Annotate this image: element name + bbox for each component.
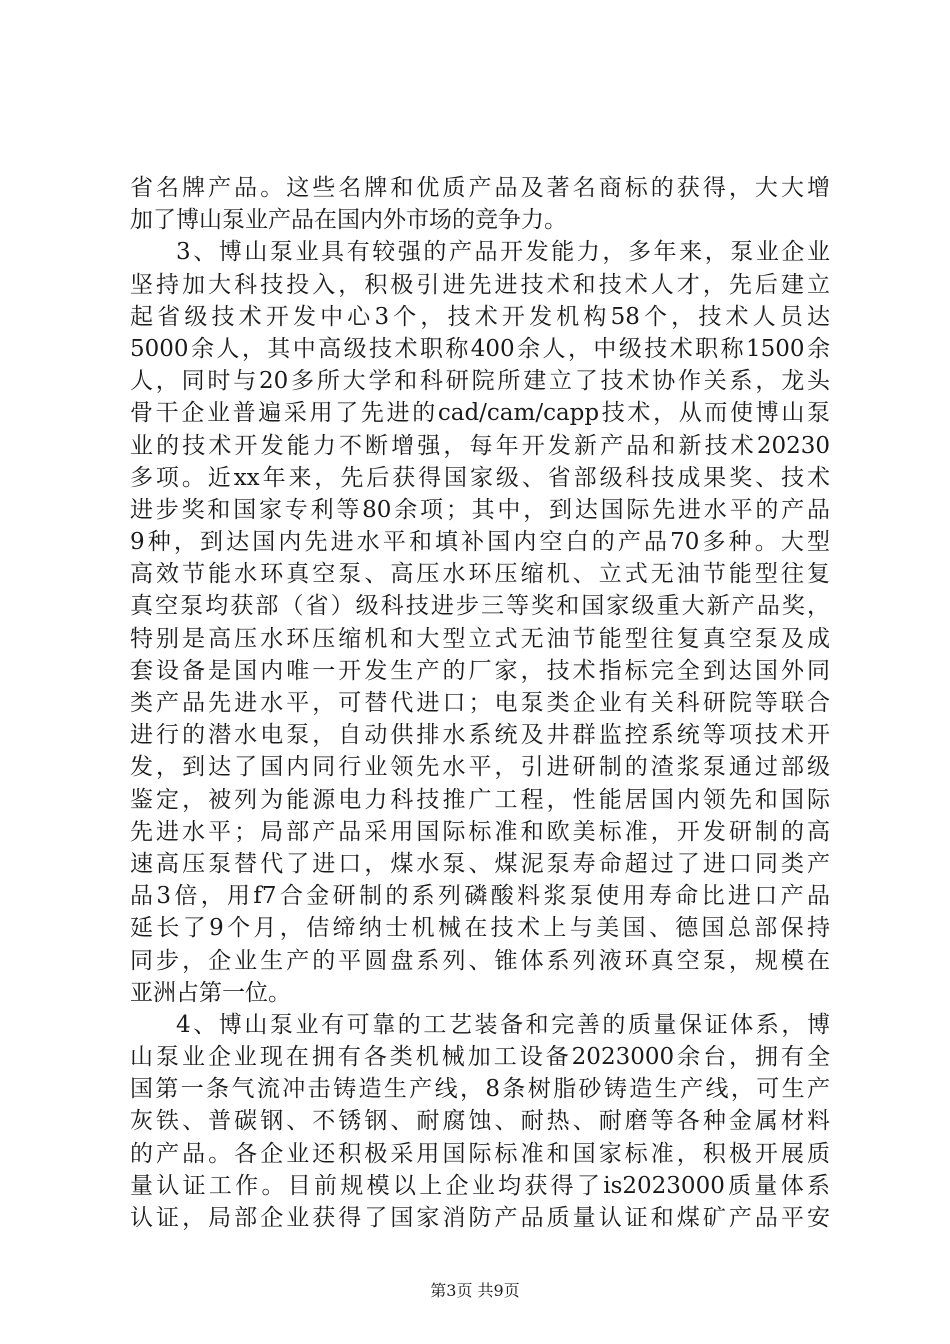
text-line: 高效节能水环真空泵、高压水环压缩机、立式无油节能型往复	[130, 561, 830, 588]
text-line: 省名牌产品。这些名牌和优质产品及著名商标的获得，大大增	[130, 175, 830, 201]
text-line: 人，同时与20多所大学和科研院所建立了技术协作关系，龙头	[130, 368, 830, 395]
text-line: 加了博山泵业产品在国内外市场的竞争力。	[130, 207, 567, 234]
paragraph-3-start: 3、博山泵业具有较强的产品开发能力，多年来，泵业企业	[176, 239, 830, 266]
text-line: 类产品先进水平，可替代进口；电泵类企业有关科研院等联合	[130, 690, 830, 716]
text-line: 套设备是国内唯一开发生产的厂家，技术指标完全到达国外同	[130, 657, 830, 684]
text-line: 速高压泵替代了进口，煤水泵、煤泥泵寿命超过了进口同类产	[130, 850, 830, 877]
text-line: 鉴定，被列为能源电力科技推广工程，性能居国内领先和国际	[130, 786, 830, 813]
text-line: 山泵业企业现在拥有各类机械加工设备2023000余台，拥有全	[130, 1044, 830, 1071]
text-line: 亚洲占第一位。	[130, 979, 291, 1006]
text-line: 认证，局部企业获得了国家消防产品质量认证和煤矿产品平安	[130, 1205, 830, 1231]
text-line: 骨干企业普遍采用了先进的cad/cam/capp技术，从而使博山泵	[130, 400, 830, 427]
text-line: 的产品。各企业还积极采用国际标准和国家标准，积极开展质	[130, 1140, 830, 1167]
text-line: 同步，企业生产的平圆盘系列、锥体系列液环真空泵，规模在	[130, 947, 830, 974]
text-line: 品3倍，用f7合金研制的系列磷酸料浆泵使用寿命比进口产品	[130, 883, 830, 910]
page-number-footer: 第3页 共9页	[430, 1281, 520, 1300]
text-line: 多项。近xx年来，先后获得国家级、省部级科技成果奖、技术	[130, 464, 830, 491]
text-line: 真空泵均获部（省）级科技进步三等奖和国家级重大新产品奖，	[130, 593, 830, 620]
text-line: 坚持加大科技投入，积极引进先进技术和技术人才，先后建立	[130, 271, 830, 298]
text-line: 先进水平；局部产品采用国际标准和欧美标准，开发研制的高	[130, 818, 830, 845]
text-line: 5000余人，其中高级技术职称400余人，中级技术职称1500余	[130, 335, 830, 362]
text-line: 发，到达了国内同行业领先水平，引进研制的渣浆泵通过部级	[130, 754, 830, 781]
text-line: 9种，到达国内先进水平和填补国内空白的产品70多种。大型	[130, 529, 830, 556]
text-line: 特别是高压水环压缩机和大型立式无油节能型往复真空泵及成	[130, 625, 830, 652]
text-line: 量认证工作。目前规模以上企业均获得了is2023000质量体系	[130, 1172, 830, 1199]
text-line: 进步奖和国家专利等80余项；其中，到达国际先进水平的产品	[130, 496, 830, 523]
text-line: 业的技术开发能力不断增强，每年开发新产品和新技术20230	[130, 432, 830, 459]
body-text	[130, 172, 830, 1234]
text-line: 进行的潜水电泵，自动供排水系统及井群监控系统等项技术开	[130, 722, 830, 749]
text-line: 灰铁、普碳钢、不锈钢、耐腐蚀、耐热、耐磨等各种金属材料	[130, 1108, 830, 1135]
paragraph-4-start: 4、博山泵业有可靠的工艺装备和完善的质量保证体系，博	[176, 1011, 830, 1038]
text-line: 国第一条气流冲击铸造生产线，8条树脂砂铸造生产线，可生产	[130, 1076, 830, 1103]
text-line: 起省级技术开发中心3个，技术开发机构58个，技术人员达	[130, 303, 830, 330]
text-line: 延长了9个月，佶缔纳士机械在技术上与美国、德国总部保持	[130, 915, 830, 942]
